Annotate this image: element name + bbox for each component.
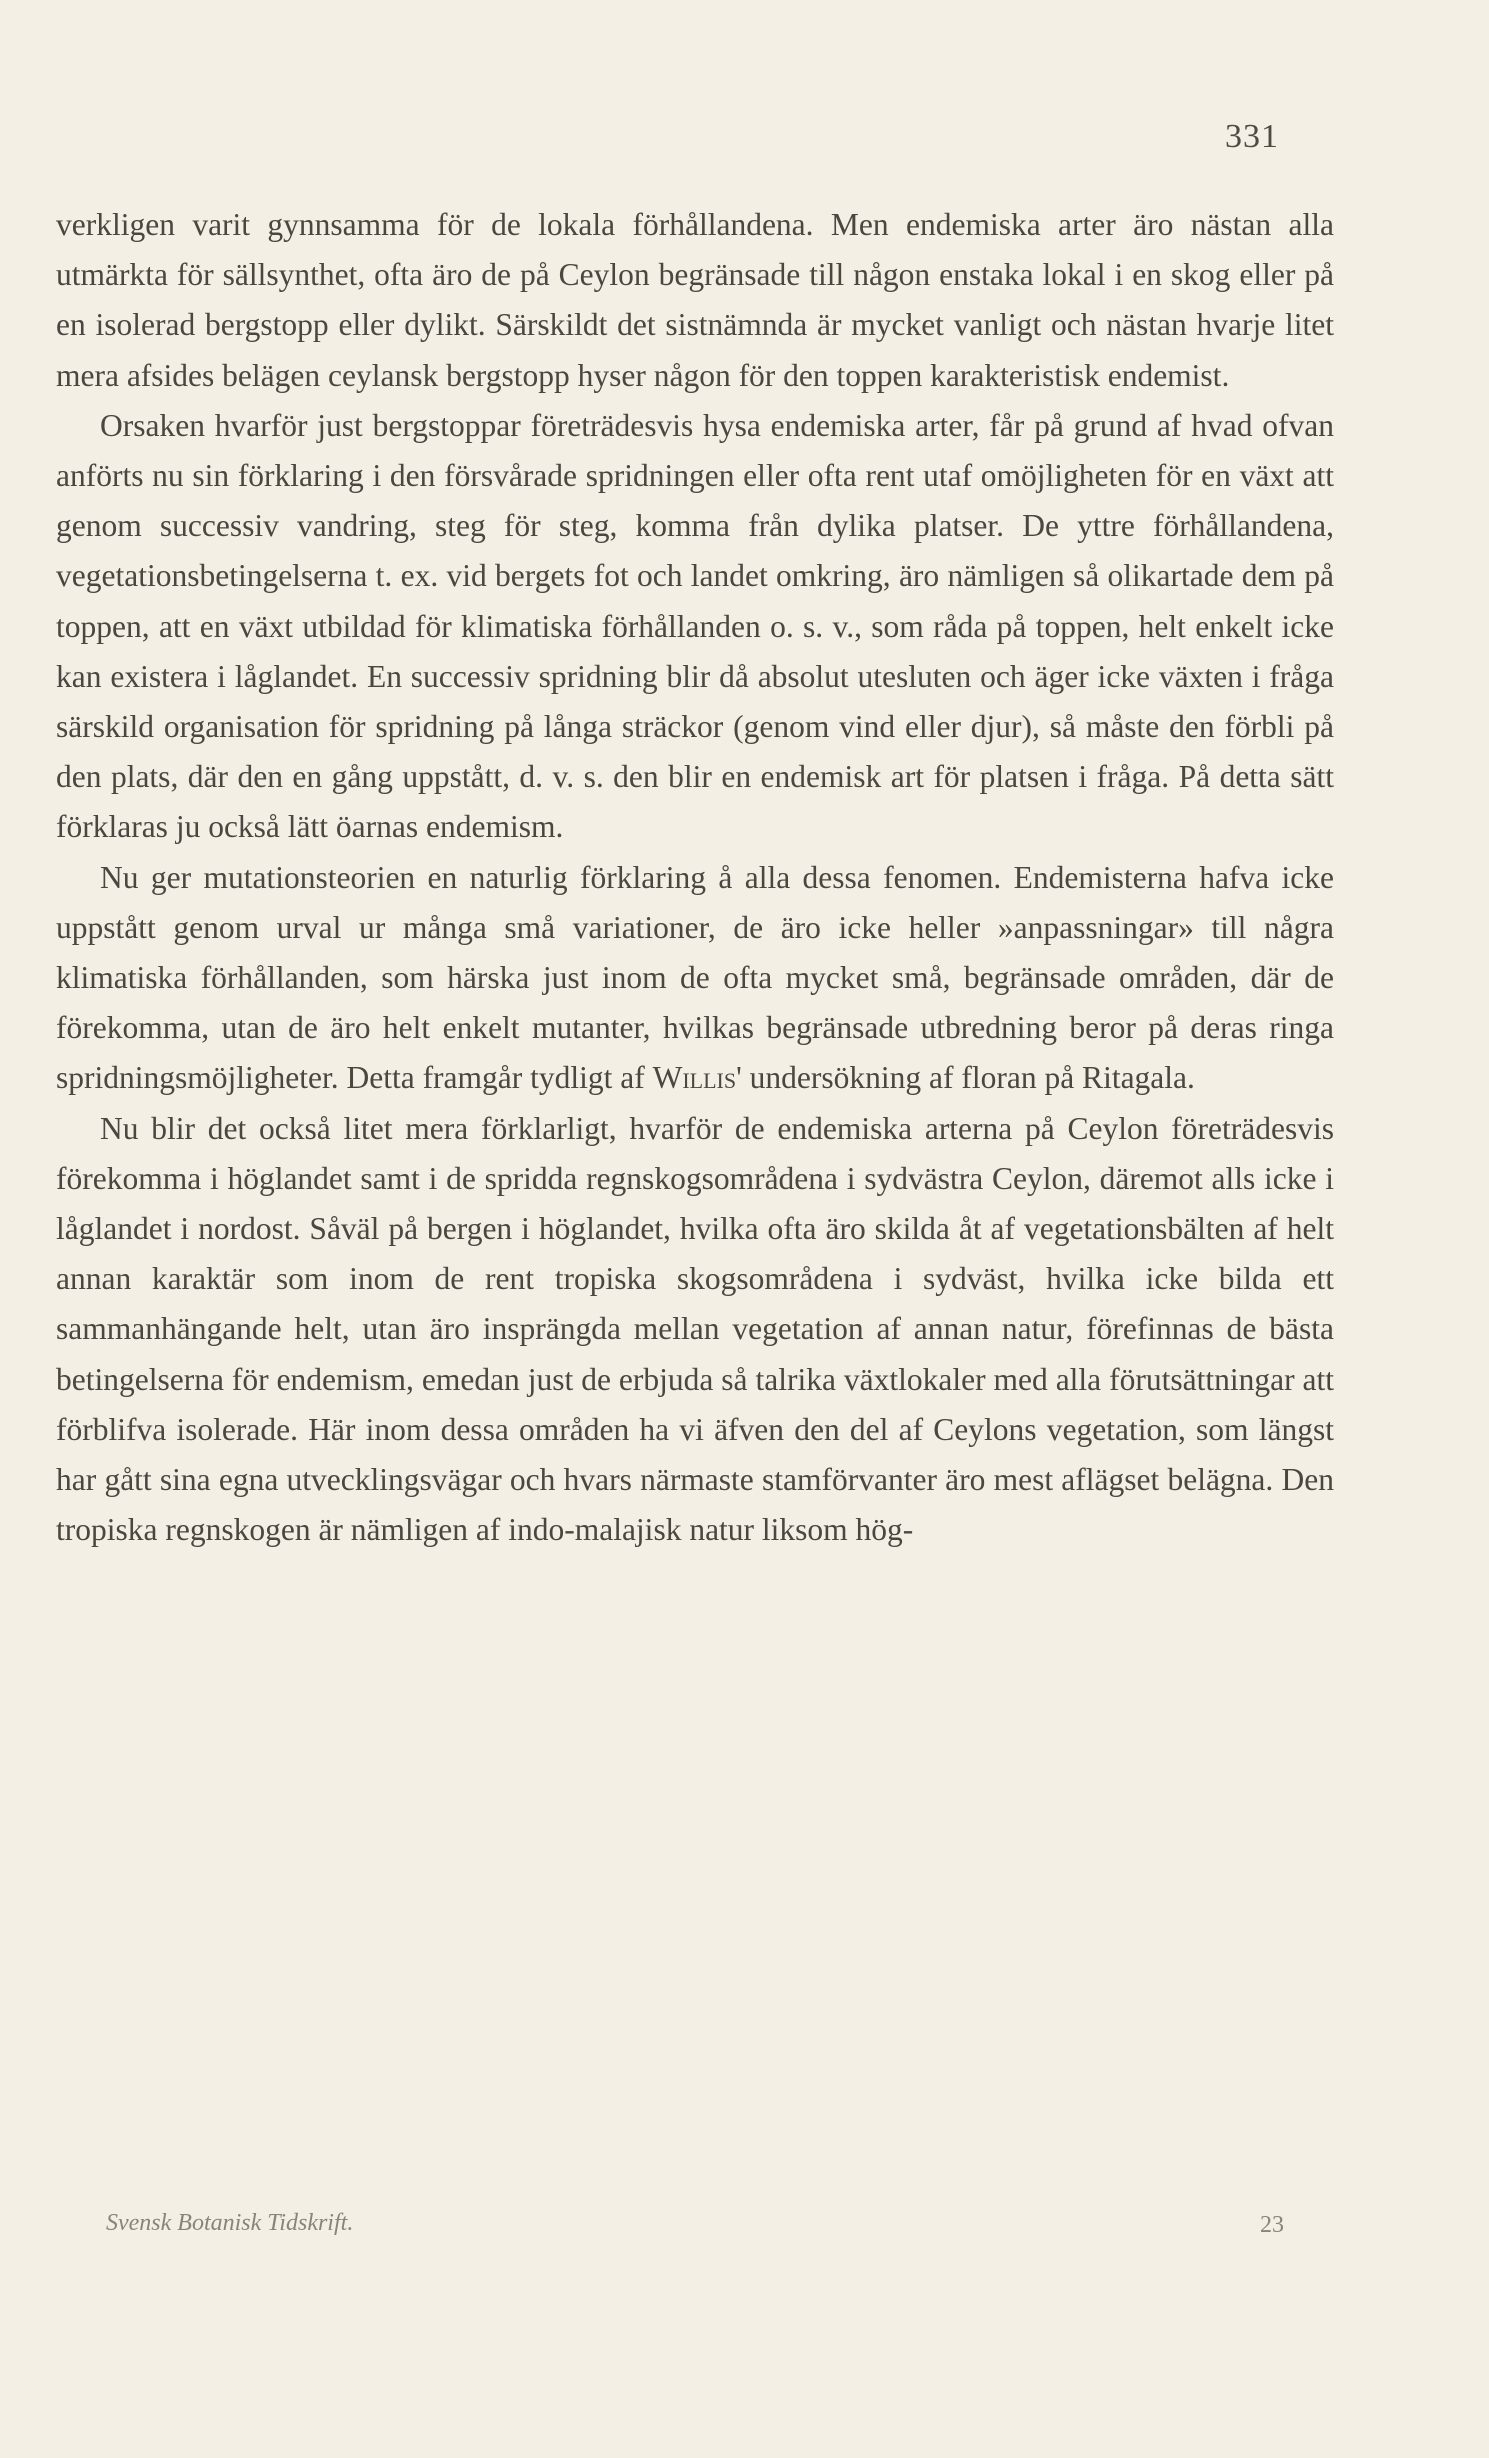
author-name-willis: Willis (652, 1060, 737, 1096)
paragraph-2: Orsaken hvarför just bergstoppar företrädesvis hysa endemiska arter, får på grund af hvad ofvan anförts nu sin förklaring i den försvårade spridningen eller ofta rent utaf omöjligheten för en växt att genom successiv vandring, steg för steg, komma från dylika platser. De yttre förhållandena, vegetationsbetingelserna t. ex. vid bergets fot och landet omkring, äro nämligen så olikartade dem på toppen, att en växt utbildad för klimatiska förhållanden o. s. v., som råda på toppen, helt enkelt icke kan existera i låglandet. En successiv spridning blir då absolut utesluten och äger icke växten i fråga särskild organisation för spridning på långa sträckor (genom vind eller djur), så måste den förbli på den plats, där den en gång uppstått, d. v. s. den blir en endemisk art för platsen i fråga. På detta sätt förklaras ju också lätt öarnas endemism. (56, 407, 1334, 845)
paragraph-3 (56, 853, 1334, 1104)
journal-title-footer: Svensk Botanisk Tidskrift. (106, 2210, 354, 2236)
paragraph-3-text-before: Nu ger mutationsteorien en naturlig förklaring å alla dessa fenomen. Endemisterna hafva icke uppstått genom urval ur många små variationer, de äro icke heller »anpassningar» till några klimatiska förhållanden, som härska just inom de ofta mycket små, begränsade områden, där de förekomma, utan de äro helt enkelt mutanter, hvilkas begränsade utbredning beror på deras ringa spridningsmöjligheter. Detta framgår tydligt af (56, 859, 1334, 1096)
page-number: 331 (1225, 118, 1279, 155)
paragraph-1: verkligen varit gynnsamma för de lokala förhållandena. Men endemiska arter äro nästan alla utmärkta för sällsynthet, ofta äro de på Ceylon begränsade till någon enstaka lokal i en skog eller på en isolerad bergstopp eller dylikt. Särskildt det sistnämnda är mycket vanligt och nästan hvarje litet mera afsides belägen ceylansk bergstopp hyser någon för den toppen karakteristisk endemist. (56, 207, 1334, 393)
signature-mark: 23 (1260, 2212, 1284, 2238)
body-text (56, 200, 1334, 1555)
paragraph-3-text-after: ' undersökning af floran på Ritagala. (736, 1060, 1195, 1096)
paragraph-4: Nu blir det också litet mera förklarligt, hvarför de endemiska arterna på Ceylon företrädesvis förekomma i höglandet samt i de spridda regnskogsområdena i sydvästra Ceylon, däremot alls icke i låglandet i nordost. Såväl på bergen i höglandet, hvilka ofta äro skilda åt af vegetationsbälten af helt annan karaktär som inom de rent tropiska skogsområdena i sydväst, hvilka icke bilda ett sammanhängande helt, utan äro insprängda mellan vegetation af annan natur, förefinnas de bästa betingelserna för endemism, emedan just de erbjuda så talrika växtlokaler med alla förutsättningar att förblifva isolerade. Här inom dessa områden ha vi äfven den del af Ceylons vegetation, som längst har gått sina egna utvecklingsvägar och hvars närmaste stamförvanter äro mest aflägset belägna. Den tropiska regnskogen är nämligen af indo-malajisk natur liksom hög- (56, 1110, 1334, 1548)
